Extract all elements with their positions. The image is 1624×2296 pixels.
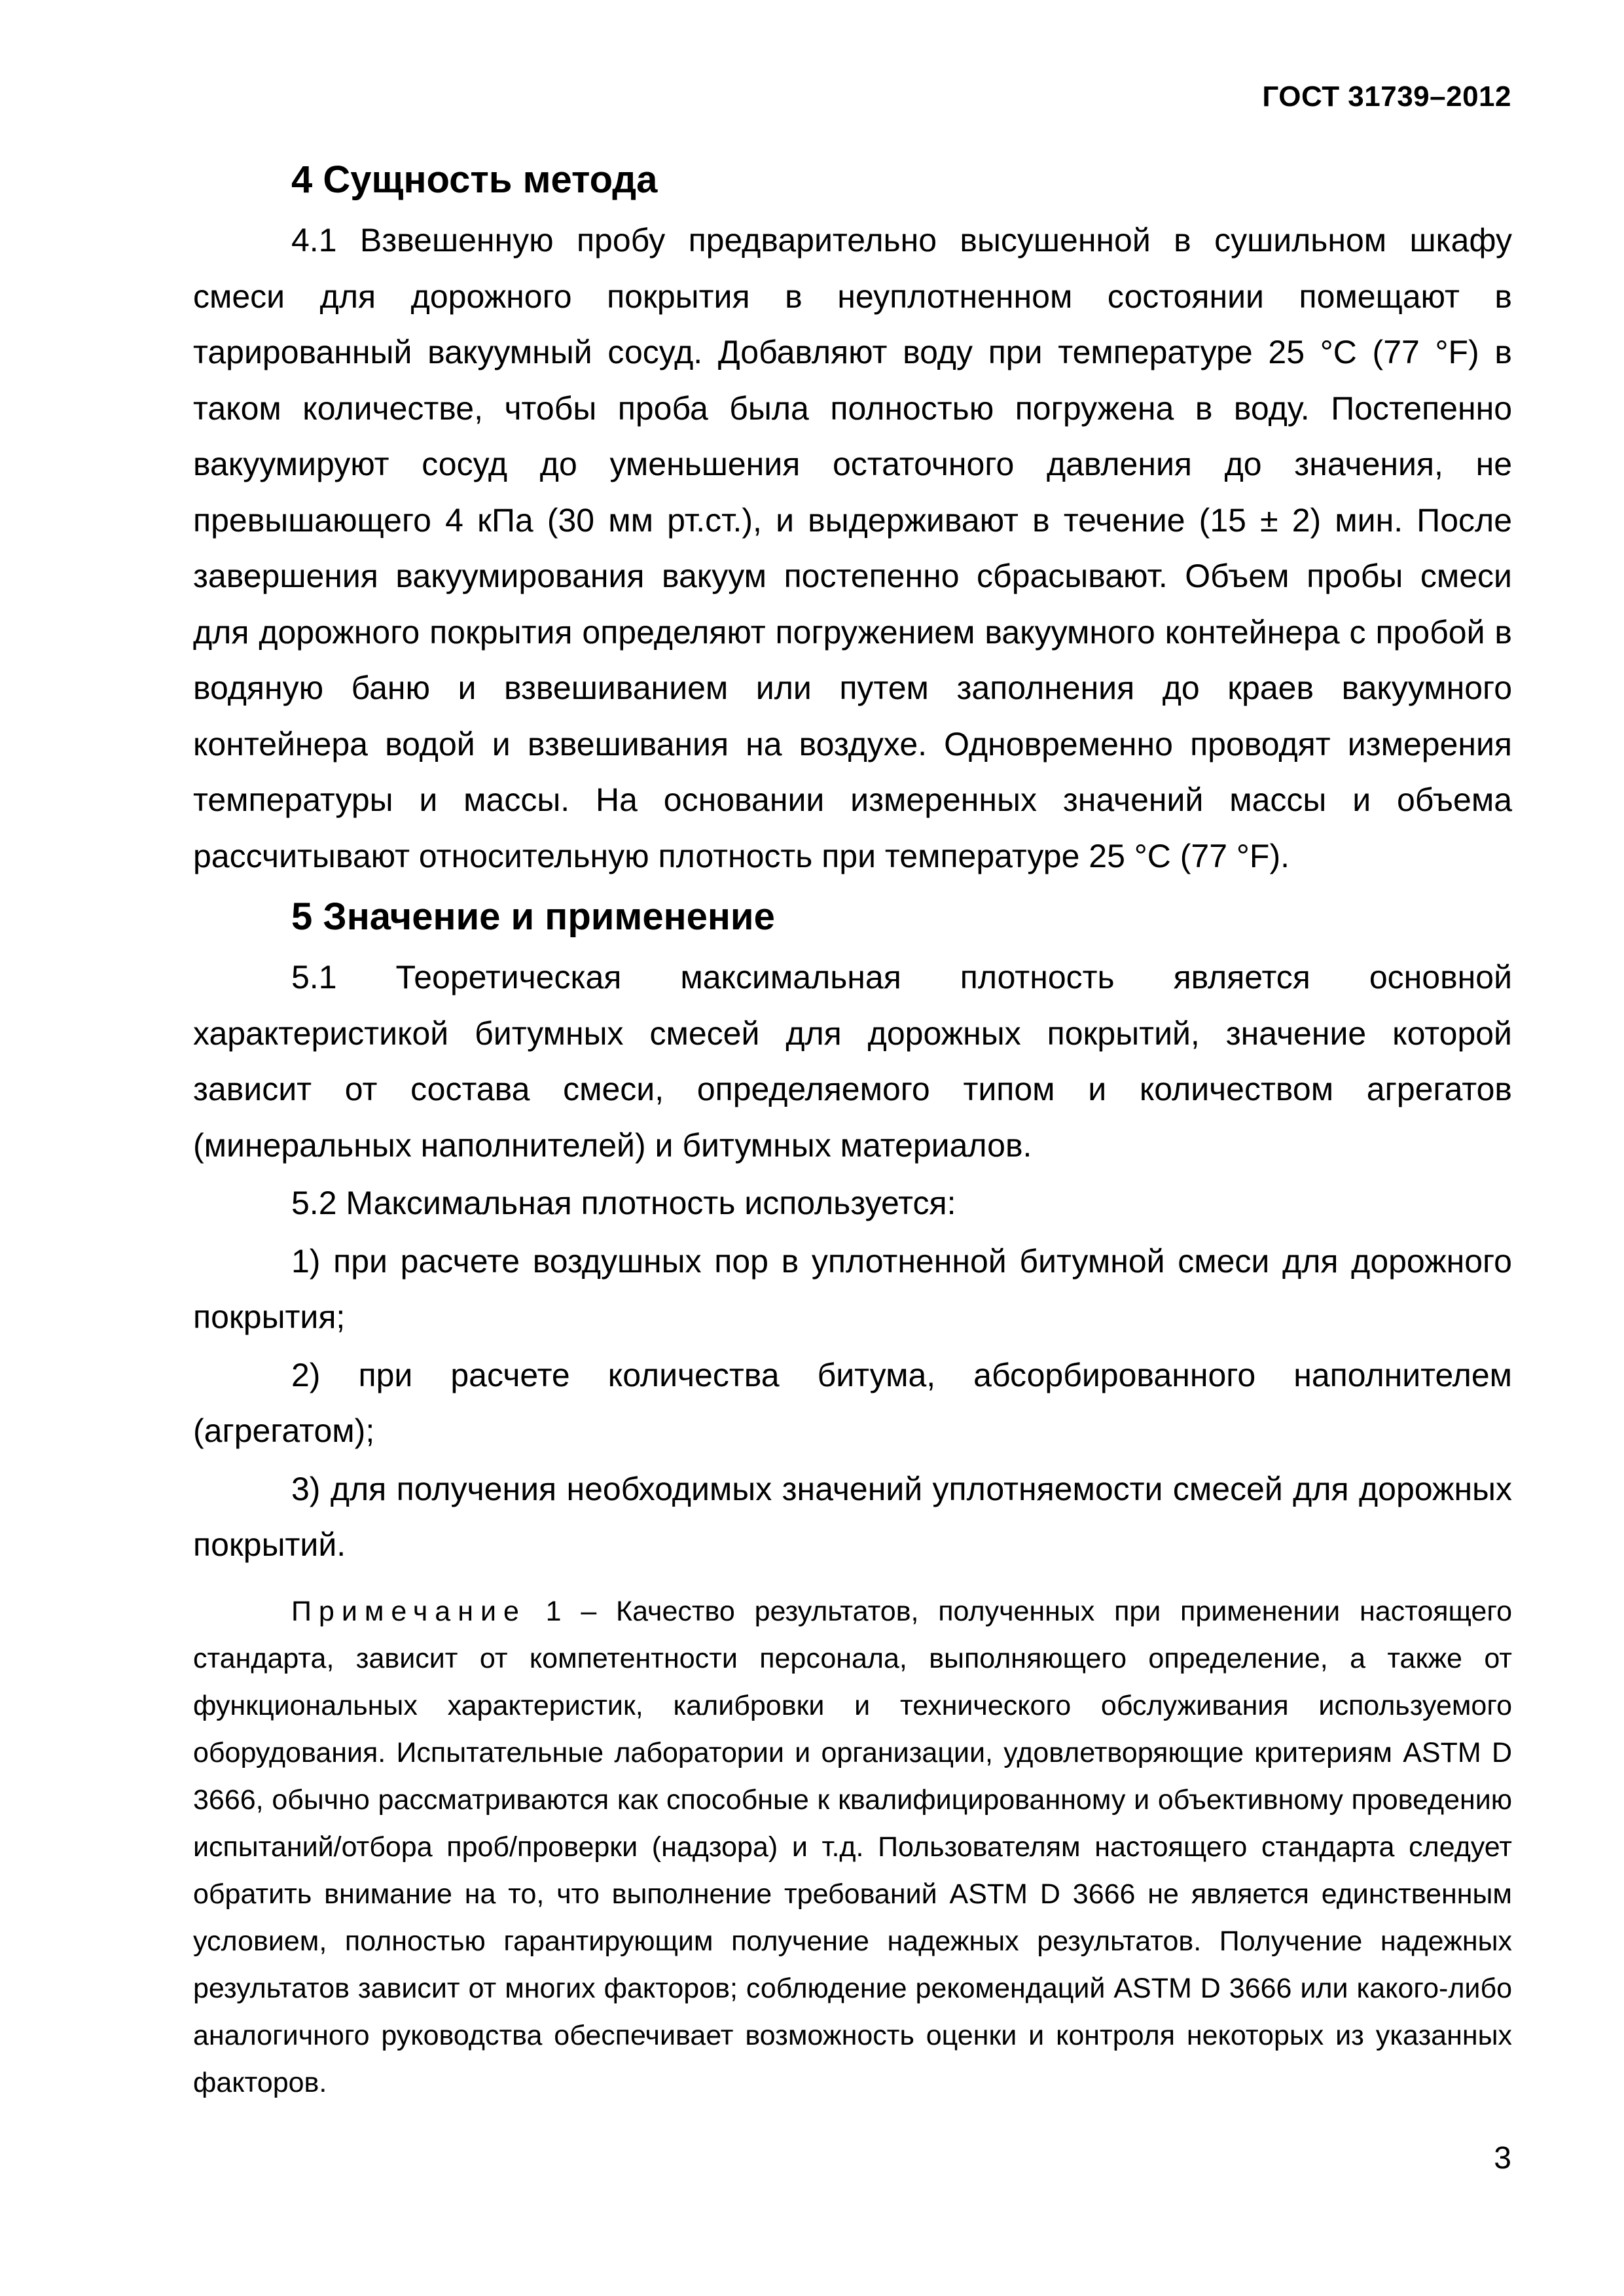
note-label: Примечание [291,1595,526,1627]
note-text: – Качество результатов, полученных при применении настоящего стандарта, зависит от компетентности персонала, выполняющего определение, а также от функциональных характеристик, калибровки и технического обслуживания используемого оборудования. Испытательные лаборатории и организации, удовлетворяющие критериям ASTM D 3666, обычно рассматриваются как способные к квалифицированному и объективному проведению испытаний/отбора проб/проверки (надзора) и т.д. Пользователям настоящего стандарта следует обратить внимание на то, что выполнение требований ASTM D 3666 не является единственным условием, полностью гарантирующим получение надежных результатов. Получение надежных результатов зависит от многих факторов; соблюдение рекомендаций ASTM D 3666 или какого-либо аналогичного руководства обеспечивает возможность оценки и контроля некоторых из указанных факторов. [193,1595,1512,2098]
page-content [193,147,1512,2106]
paragraph-4-1: 4.1 Взвешенную пробу предварительно высушенной в сушильном шкафу смеси для дорожного покрытия в неуплотненном состоянии помещают в тарированный вакуумный сосуд. Добавляют воду при температуре 25 °С (77 °F) в таком количестве, чтобы проба была полностью погружена в воду. Постепенно вакуумируют сосуд до уменьшения остаточного давления до значения, не превышающего 4 кПа (30 мм рт.ст.), и выдерживают в течение (15 ± 2) мин. После завершения вакуумирования вакуум постепенно сбрасывают. Объем пробы смеси для дорожного покрытия определяют погружением вакуумного контейнера с пробой в водяную баню и взвешиванием или путем заполнения до краев вакуумного контейнера водой и взвешивания на воздухе. Одновременно проводят измерения температуры и массы. На основании измеренных значений массы и объема рассчитывают относительную плотность при температуре 25 °С (77 °F). [193,222,1512,874]
standard-designation: ГОСТ 31739–2012 [1262,81,1511,113]
note-1 [193,1588,1512,2106]
note-number: 1 [545,1595,562,1627]
paragraph-5-2: 5.2 Максимальная плотность используется: [291,1185,956,1221]
list-item-2: 2) при расчете количества битума, абсорбированного наполнителем (агрегатом); [193,1356,1512,1449]
page-number: 3 [1494,2141,1511,2176]
paragraph-5-1: 5.1 Теоретическая максимальная плотность является основной характеристикой битумных смесей для дорожных покрытий, значение которой зависит от состава смеси, определяемого типом и количеством агрегатов (минеральных наполнителей) и битумных материалов. [193,959,1512,1164]
list-item-1: 1) при расчете воздушных пор в уплотненной битумной смеси для дорожного покрытия; [193,1242,1512,1335]
section-4-title: 4 Сущность метода [291,158,658,201]
list-item-3: 3) для получения необходимых значений уплотняемости смесей для дорожных покрытий. [193,1470,1512,1563]
section-5-title: 5 Значение и применение [291,895,775,938]
